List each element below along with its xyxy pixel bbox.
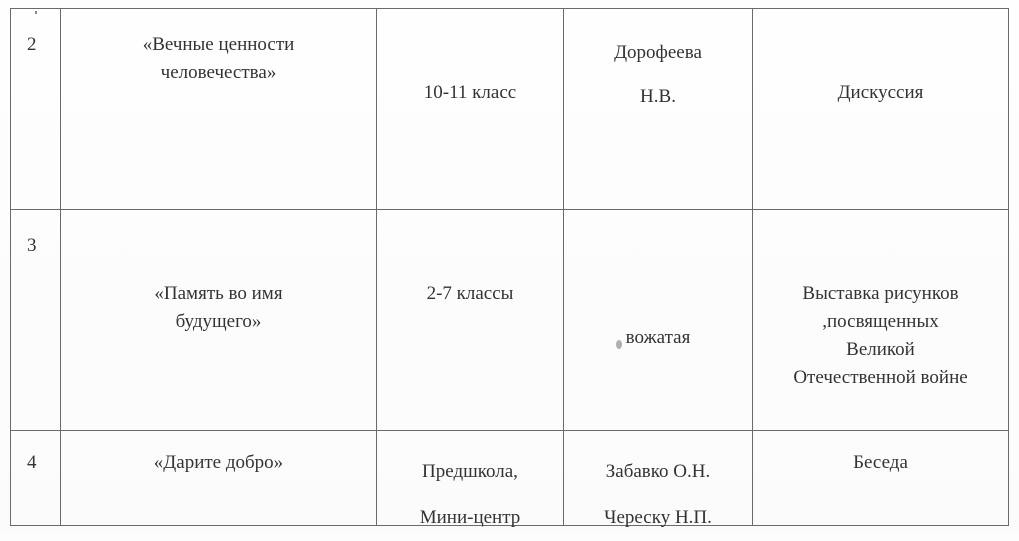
row-number-cell	[11, 431, 61, 526]
format-line: Отечественной войне	[793, 367, 968, 388]
event-title-line: будущего»	[175, 311, 262, 332]
row-number: 2	[27, 34, 37, 55]
event-title-line: «Память во имя	[154, 283, 283, 304]
audience-line: Предшкола,	[422, 461, 518, 482]
event-title-line: «Дарите добро»	[153, 452, 284, 473]
responsible-cell	[564, 431, 753, 526]
audience-line: 2-7 классы	[426, 283, 514, 304]
table-row	[11, 431, 1009, 526]
responsible-line: вожатая	[625, 327, 691, 348]
events-table	[10, 8, 1009, 526]
scan-speck	[35, 11, 37, 14]
event-title-cell	[61, 210, 377, 431]
table-row	[11, 9, 1009, 210]
responsible-cell	[564, 210, 753, 431]
format-line: Дискуссия	[837, 82, 924, 103]
event-title-cell	[61, 431, 377, 526]
responsible-line: Дорофеева	[614, 42, 702, 63]
format-cell	[753, 9, 1009, 210]
event-title-line: человечества»	[160, 62, 277, 83]
responsible-line: Череску Н.П.	[604, 507, 712, 528]
format-line: ,посвященных	[822, 311, 939, 332]
row-number: 3	[27, 235, 37, 256]
responsible-line: Забавко О.Н.	[605, 461, 711, 482]
row-number-cell	[11, 9, 61, 210]
format-cell	[753, 431, 1009, 526]
responsible-cell	[564, 9, 753, 210]
row-number-cell	[11, 210, 61, 431]
audience-line: 10-11 класс	[423, 82, 517, 103]
audience-line: Мини-центр	[419, 507, 521, 528]
event-title-cell	[61, 9, 377, 210]
audience-cell	[377, 9, 564, 210]
audience-cell	[377, 431, 564, 526]
format-cell	[753, 210, 1009, 431]
format-line: Беседа	[853, 452, 908, 473]
responsible-line: Н.В.	[640, 86, 676, 107]
event-title-line: «Вечные ценности	[142, 34, 295, 55]
scan-speck	[616, 340, 622, 349]
table-row	[11, 210, 1009, 431]
format-line: Выставка рисунков	[802, 283, 959, 304]
format-line: Великой	[846, 339, 915, 360]
row-number: 4	[27, 452, 37, 473]
audience-cell	[377, 210, 564, 431]
